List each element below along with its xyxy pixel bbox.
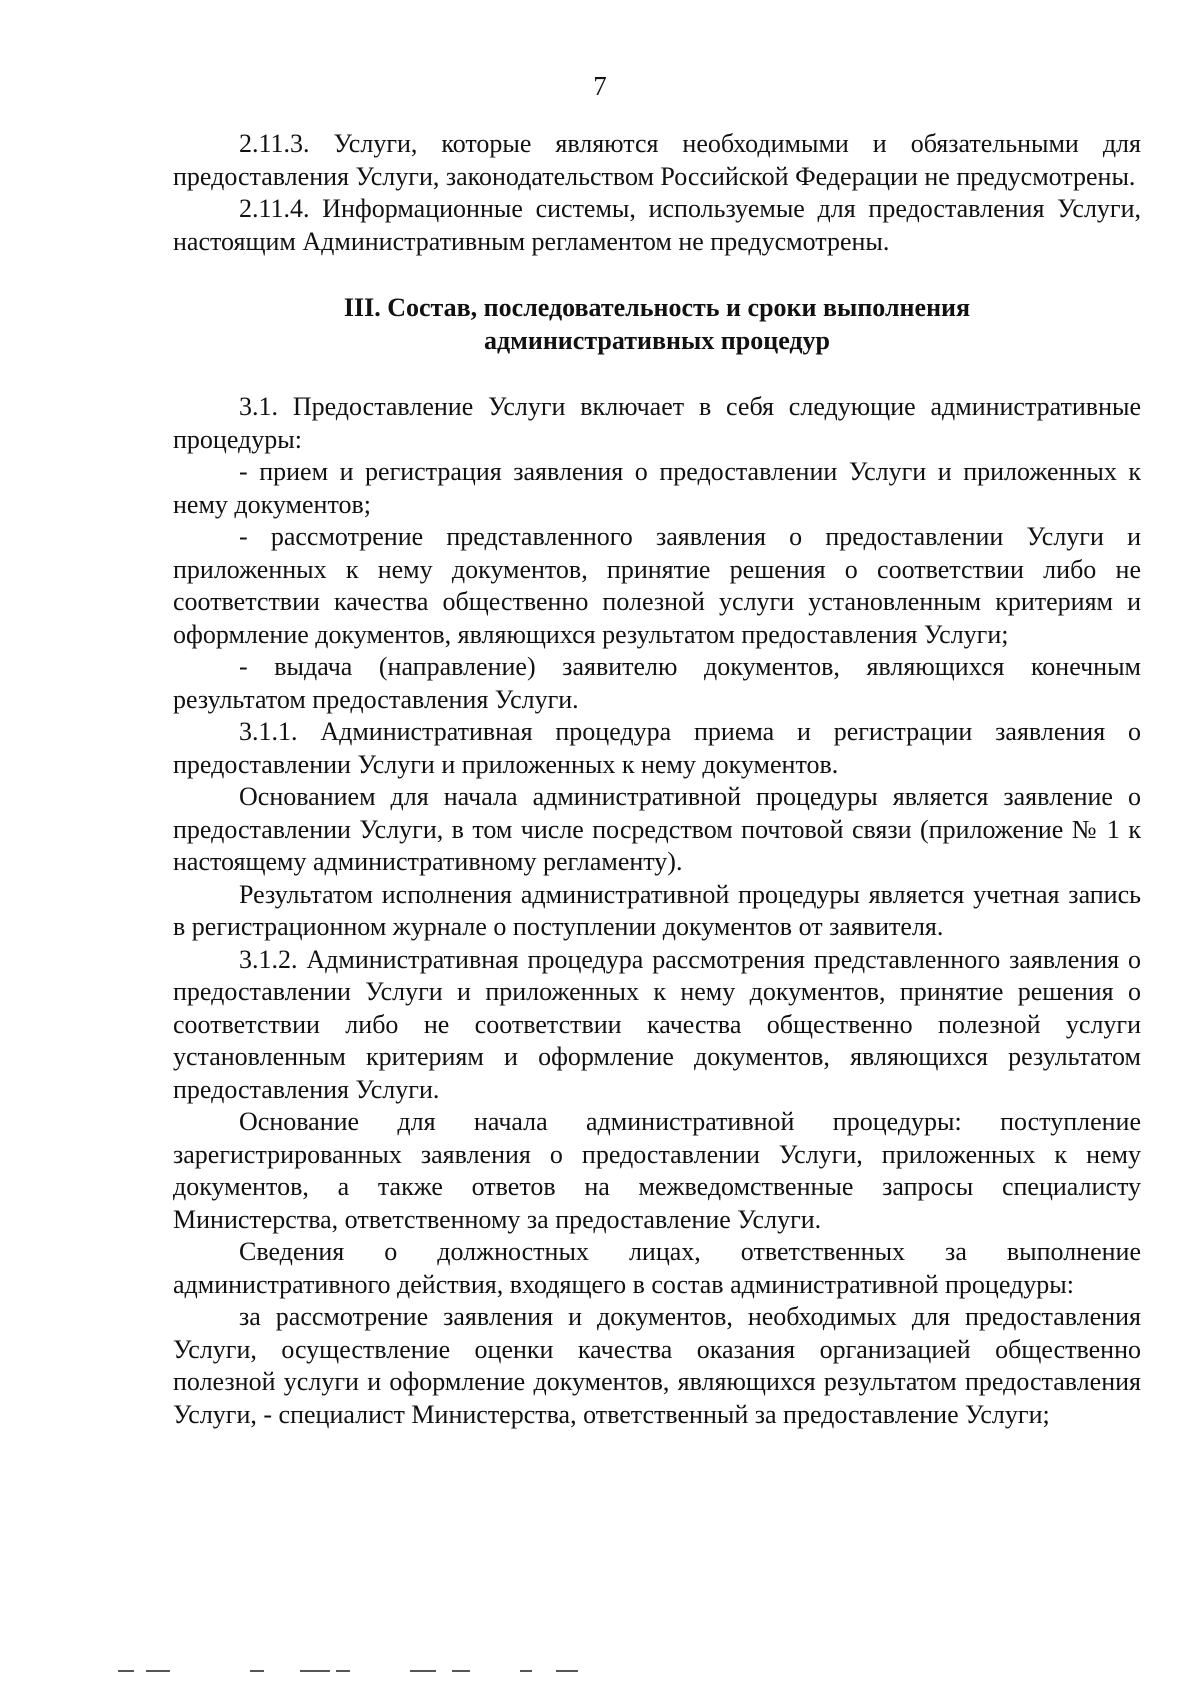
list-item-issuance: - выдача (направление) заявителю документов, являющихся конечным результатом предоставления Услуги. [173,652,1141,714]
list-item-reception: - прием и регистрация заявления о предоставлении Услуги и приложенных к нему документов; [173,457,1141,519]
page-number: 7 [593,71,607,101]
paragraph-result-reception: Результатом исполнения административной процедуры является учетная запись в регистрационном журнале о поступлении документов от заявителя. [173,879,1141,941]
scan-mark [118,1670,134,1672]
paragraph-3-1-1: 3.1.1. Административная процедура приема и регистрации заявления о предоставлении Услуги и приложенных к нему документов. [173,717,1141,779]
section-title [173,292,1141,357]
scan-mark [146,1670,170,1672]
paragraph-2-11-3: 2.11.3. Услуги, которые являются необходимыми и обязательными для предоставления Услуги, законодательством Российской Федерации не предусмотрены. [173,129,1141,191]
scan-mark [300,1670,330,1672]
scan-mark [410,1670,436,1672]
paragraph-basis-reception: Основанием для начала административной процедуры является заявление о предоставлении Услуги, в том числе посредством почтовой связи (приложение № 1 к настоящему административному регламенту). [173,782,1141,876]
scan-mark [452,1670,470,1672]
paragraph-3-1: 3.1. Предоставление Услуги включает в себя следующие административные процедуры: [173,392,1141,454]
scan-mark [520,1670,532,1672]
section-title-line-1: III. Состав, последовательность и сроки выполнения [343,293,971,322]
paragraph-officials: Сведения о должностных лицах, ответственных за выполнение административного действия, входящего в состав административной процедуры: [173,1237,1141,1299]
list-item-review: - рассмотрение представленного заявления о предоставлении Услуги и приложенных к нему документов, принятие решения о соответствии либо не соответствии качества общественно полезной услуги установленным критериям и оформление документов, являющихся результатом предоставления Услуги; [173,522,1141,649]
scan-footer-marks [0,1670,1200,1676]
paragraph-2-11-4: 2.11.4. Информационные системы, используемые для предоставления Услуги, настоящим Административным регламентом не предусмотрены. [173,194,1141,256]
paragraph-basis-review: Основание для начала административной процедуры: поступление зарегистрированных заявления о предоставлении Услуги, приложенных к нему документов, а также ответов на межведомственные запросы специалисту Министерства, ответственному за предоставление Услуги. [173,1107,1141,1234]
document-body [173,128,1141,1431]
scan-mark [556,1670,578,1672]
section-title-line-2: административных процедур [483,325,831,355]
scan-mark [250,1670,264,1672]
paragraph-3-1-2: 3.1.2. Административная процедура рассмотрения представленного заявления о предоставлении Услуги и приложенных к нему документов, принятие решения о соответствии либо не соответствии качества общественно полезной услуги установленным критериям и оформление документов, являющихся результатом предоставления Услуги. [173,944,1141,1104]
scan-mark [336,1670,350,1672]
paragraph-responsible: за рассмотрение заявления и документов, необходимых для предоставления Услуги, осуществление оценки качества оказания организацией общественно полезной услуги и оформление документов, являющихся результатом предоставления Услуги, - специалист Министерства, ответственный за предоставление Услуги; [173,1302,1141,1429]
